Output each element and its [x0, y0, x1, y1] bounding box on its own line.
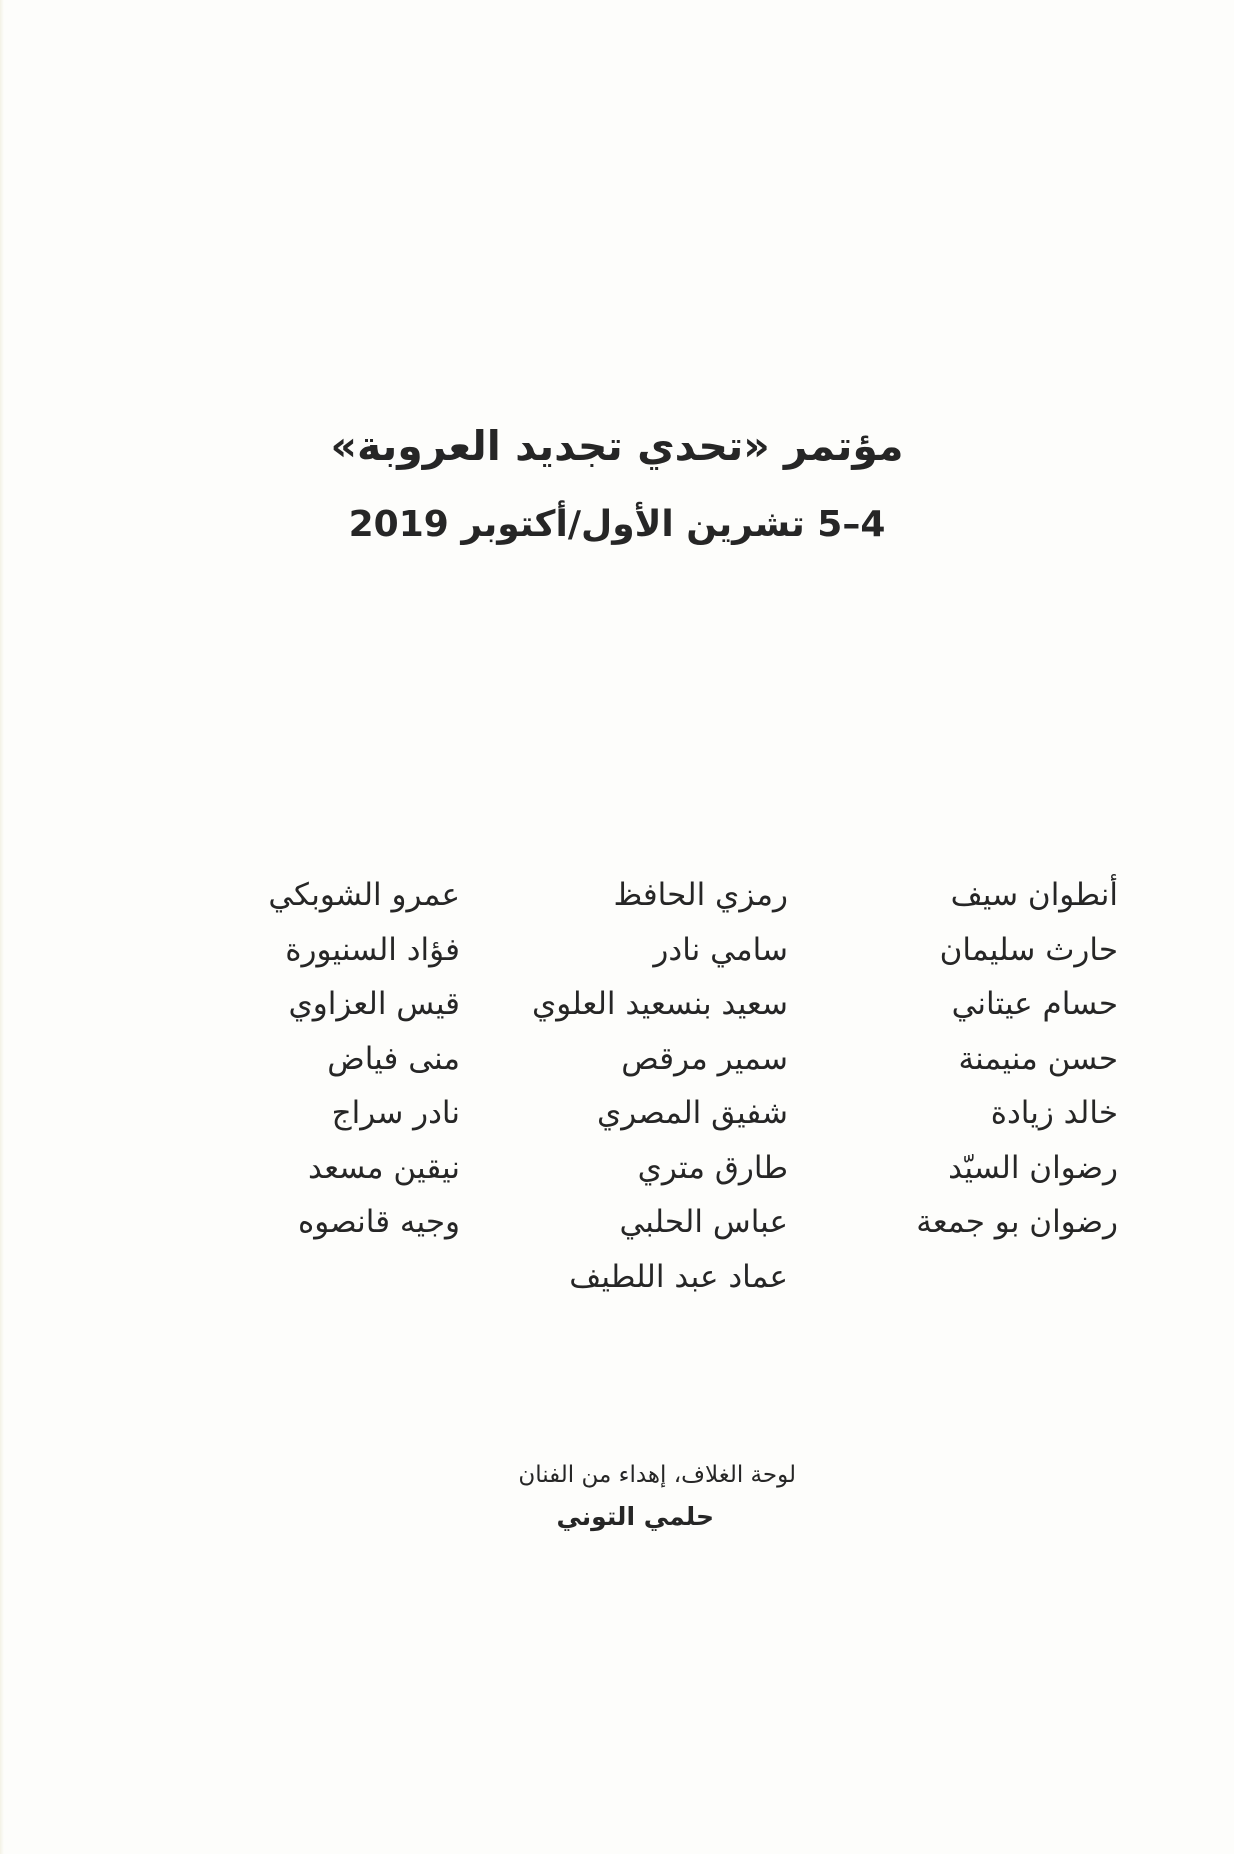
cover-artist-name: حلمي التوني	[556, 1502, 714, 1531]
participant-name: حسام عيتاني	[951, 986, 1118, 1022]
participant-name: عماد عبد اللطيف	[569, 1258, 788, 1295]
participant-name: منى فياض	[327, 1040, 460, 1077]
participant-name: رضوان السيّد	[948, 1149, 1118, 1186]
page-edge	[0, 0, 4, 1854]
participants-column-1	[818, 868, 1118, 1250]
participant-name: شفيق المصري	[597, 1095, 788, 1131]
participant-name: رمزي الحافظ	[613, 877, 788, 913]
participant-name: نادر سراج	[331, 1095, 460, 1131]
conference-date: 4–5 تشرين الأول/أكتوبر 2019	[348, 504, 886, 545]
participant-name: حارث سليمان	[939, 931, 1118, 968]
participants-column-3	[150, 868, 460, 1250]
participant-name: قيس العزاوي	[288, 986, 460, 1022]
participant-name: سامي نادر	[653, 931, 788, 968]
participant-name: سمير مرقص	[621, 1040, 788, 1077]
participant-name: فؤاد السنيورة	[285, 931, 460, 968]
conference-title: مؤتمر «تحدي تجديد العروبة»	[330, 422, 904, 470]
participant-name: حسن منيمنة	[958, 1040, 1118, 1077]
participant-name: عباس الحلبي	[619, 1204, 788, 1240]
participant-name: وجيه قانصوه	[298, 1204, 460, 1240]
participant-name: عمرو الشوبكي	[268, 877, 460, 913]
participant-name: سعيد بنسعيد العلوي	[531, 986, 788, 1022]
cover-credit-caption: لوحة الغلاف، إهداء من الفنان	[518, 1462, 796, 1488]
participants-column-2	[478, 868, 788, 1304]
participant-name: طارق متري	[637, 1149, 788, 1186]
participant-name: خالد زيادة	[990, 1095, 1118, 1131]
participant-name: رضوان بو جمعة	[916, 1204, 1118, 1240]
participant-name: نيقين مسعد	[308, 1149, 460, 1186]
participant-name: أنطوان سيف	[950, 877, 1118, 913]
